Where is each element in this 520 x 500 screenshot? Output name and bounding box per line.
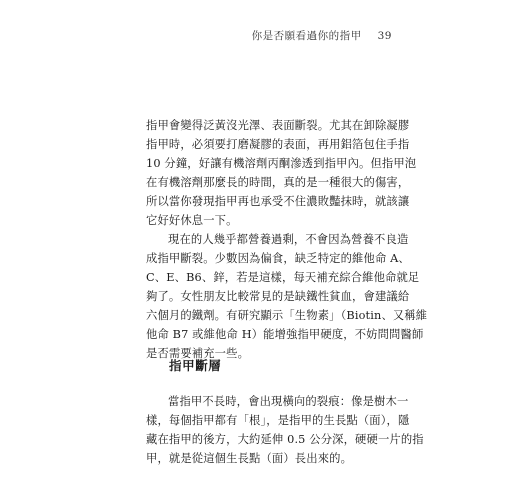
text-line: 現在的人幾乎都營養過剩，不會因為營養不良造	[168, 233, 409, 246]
running-header	[252, 28, 392, 43]
text-line: 所以當你發現指甲再也承受不住濃敗豔抹時，就該讓	[146, 195, 410, 208]
paragraph-2	[146, 230, 428, 363]
running-header-title: 你是否願看過你的指甲	[251, 30, 362, 42]
paragraph-3	[146, 392, 424, 468]
text-line: 當指甲不長時，會出現橫向的裂痕：像是樹木一	[168, 395, 409, 408]
paragraph-1	[146, 116, 417, 230]
text-line: 藏在指甲的後方，大約延伸 0.5 公分深，硬硬一片的指	[146, 433, 424, 446]
text-line: 它好好休息一下。	[146, 214, 238, 227]
text-line: 六個月的鐵劑。有研究顯示「生物素」（Biotin、又稱維	[146, 309, 428, 322]
text-line: 在有機溶劑那麼長的時間，真的是一種很大的傷害，	[146, 176, 410, 189]
text-line: 夠了。女性朋友比較常見的是缺鐵性貧血，會建議給	[146, 290, 410, 303]
text-line: 指甲會變得泛黃沒光澤、表面斷裂。尤其在卸除凝膠	[146, 119, 410, 132]
text-line: 10 分鐘，好讓有機溶劑丙酮滲透到指甲內。但指甲泡	[146, 157, 417, 170]
text-line: 是否需要補充一些。	[146, 347, 250, 360]
text-line: 成指甲斷裂。少數因為偏食，缺乏特定的維他命 A、	[146, 252, 410, 265]
section-heading: 指甲斷層	[169, 358, 222, 373]
text-line: 指甲時，必須要打磨凝膠的表面，再用鋁箔包住手指	[146, 138, 410, 151]
text-line: 他命 B7 或維他命 H）能增強指甲硬度，不妨問問醫師	[146, 328, 424, 341]
page-number: 39	[377, 30, 392, 42]
text-line: C、E、B6、鋅，若是這樣，每天補充綜合維他命就足	[146, 271, 420, 284]
text-line: 甲，就是從這個生長點（面）長出來的。	[146, 452, 353, 465]
text-line: 樣，每個指甲都有「根」，是指甲的生長點（面），隱	[146, 414, 410, 427]
